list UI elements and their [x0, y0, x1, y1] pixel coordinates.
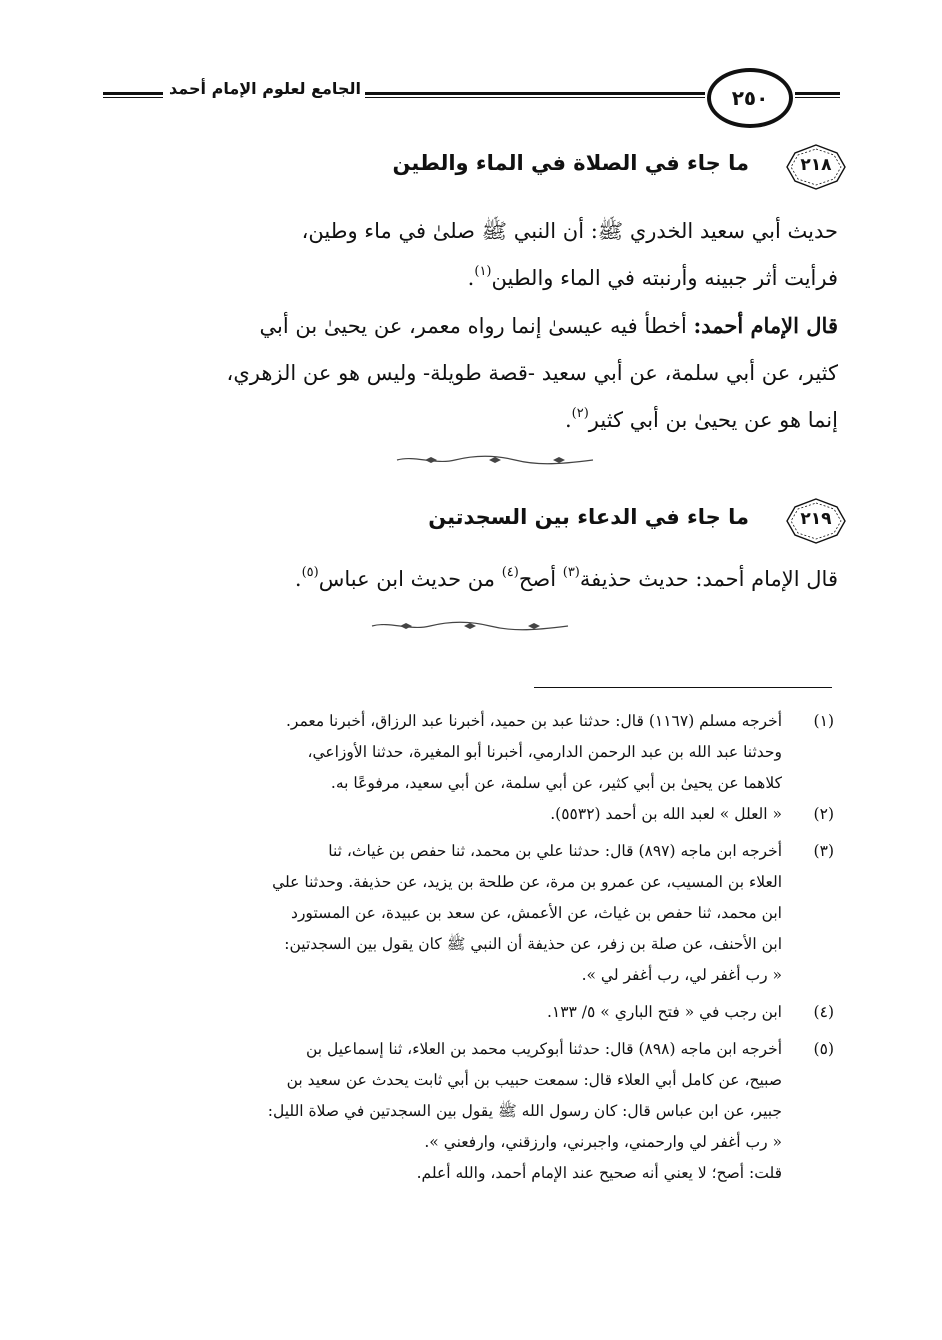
section-body-219 [108, 556, 838, 603]
footnote-1 [99, 706, 834, 799]
footnote-marker: (٣) [813, 842, 834, 860]
footnote-line: وحدثنا عبد الله بن عبد الرحمن الدارمي، أخبرنا أبو المغيرة، حدثنا الأوزاعي، [307, 743, 782, 761]
footnote-line: « رب أغفر لي وارحمني، واجبرني، وارزقني، وارفعني ». [424, 1133, 782, 1151]
page-number: ٢٥٠ [731, 86, 769, 110]
footnote-line: أخرجه ابن ماجه (٨٩٧) قال: حدثنا علي بن محمد، ثنا حفص بن غياث، ثنا [328, 842, 782, 860]
section-number: ٢١٩ [800, 509, 832, 529]
body-text: قال الإمام أحمد: حديث حذيفة [579, 567, 838, 591]
divider-ornament-icon [395, 454, 595, 466]
footnote-ref[interactable]: (٢) [571, 406, 589, 421]
footnote-3 [99, 836, 834, 991]
footnote-line: جبير، عن ابن عباس قال: كان رسول الله ﷺ يقول بين السجدتين في صلاة الليل: [267, 1102, 782, 1120]
footnote-line: « رب أغفر لي، رب أغفر لي ». [581, 966, 782, 984]
body-line: كثير، عن أبي سلمة، عن أبي سعيد -قصة طويلة- وليس هو عن الزهري، [226, 361, 838, 385]
footnote-ref[interactable]: (٥) [301, 565, 319, 580]
footnote-ref[interactable]: (٣) [562, 565, 580, 580]
footnote-line: العلاء بن المسيب، عن عمرو بن مرة، عن طلحة بن يزيد، عن حذيفة. وحدثنا علي [272, 873, 782, 891]
footnote-line: قلت: أصح؛ لا يعني أنه صحيح عند الإمام أحمد، والله أعلم. [416, 1164, 782, 1182]
section-number: ٢١٨ [800, 155, 832, 175]
body-text: أخطأ فيه عيسىٰ إنما رواه معمر، عن يحيىٰ بن أبي [259, 314, 694, 338]
section-title: ما جاء في الصلاة في الماء والطين [392, 151, 749, 175]
footnote-marker: (٢) [813, 805, 834, 823]
footnote-line: صبيح، عن كامل أبي العلاء قال: سمعت حبيب بن أبي ثابت يحدث عن سعيد بن [286, 1071, 782, 1089]
footnote-marker: (٤) [813, 1003, 834, 1021]
section-number-badge [785, 497, 847, 545]
section-number-badge [785, 143, 847, 191]
footnote-ref[interactable]: (١) [474, 264, 492, 279]
body-text: إنما هو عن يحيىٰ بن أبي كثير [588, 408, 838, 432]
footnotes [99, 706, 834, 1189]
body-line: إنما هو عن يحيىٰ بن أبي كثير$^{(٢)}$. [564, 406, 838, 432]
footnote-line: ابن محمد، ثنا حفص بن غياث، عن الأعمش، عن سعد بن عبيدة، عن المستورد [291, 904, 782, 922]
section-heading-218 [247, 143, 847, 193]
footnote-line: ابن رجب في « فتح الباري » ٥/ ١٣٣. [546, 1003, 782, 1021]
footnote-2 [99, 799, 834, 830]
body-text: فرأيت أثر جبينه وأرنبته في الماء والطين [491, 266, 838, 290]
header-rule-middle [365, 92, 705, 98]
footnote-line: « العلل » لعبد الله بن أحمد (٥٥٣٢). [550, 805, 782, 823]
speaker-label: قال الإمام أحمد: [693, 313, 838, 338]
header-rule-left [103, 92, 163, 98]
body-text: أصح [518, 567, 563, 591]
footnote-line: ابن الأحنف، عن صلة بن زفر، عن حذيفة أن النبي ﷺ كان يقول بين السجدتين: [284, 935, 782, 953]
section-title: ما جاء في الدعاء بين السجدتين [428, 505, 749, 529]
body-line [108, 302, 838, 350]
body-line: فرأيت أثر جبينه وأرنبته في الماء والطين$^{(١)}$. [467, 264, 838, 290]
section-heading-219 [247, 497, 847, 547]
page-header [95, 62, 840, 132]
footnote-marker: (١) [813, 712, 834, 730]
footnote-line: أخرجه ابن ماجه (٨٩٨) قال: حدثنا أبوكريب محمد بن العلاء، ثنا إسماعيل بن [305, 1040, 782, 1058]
footnote-separator [534, 687, 832, 688]
body-text: من حديث ابن عباس [318, 567, 502, 591]
divider-ornament-icon [370, 620, 570, 632]
footnote-5 [99, 1034, 834, 1189]
page-number-frame [707, 68, 793, 128]
running-title: الجامع لعلوم الإمام أحمد [169, 79, 361, 98]
footnote-line: كلاهما عن يحيىٰ بن أبي كثير، عن أبي سلمة، عن أبي سعيد، مرفوعًا به. [330, 774, 782, 792]
body-line: قال الإمام أحمد: حديث حذيفة$^{(٣)}$ أصح$^{(٤)}$ من حديث ابن عباس$^{(٥)}$. [294, 565, 838, 591]
section-body-218 [108, 208, 838, 444]
header-rule-right [795, 92, 840, 98]
footnote-4 [99, 997, 834, 1028]
body-line: حديث أبي سعيد الخدري ﷺ: أن النبي ﷺ صلىٰ في ماء وطين، [301, 219, 838, 243]
footnote-ref[interactable]: (٤) [501, 565, 519, 580]
footnote-marker: (٥) [813, 1040, 834, 1058]
footnote-line: أخرجه مسلم (١١٦٧) قال: حدثنا عبد بن حميد، أخبرنا عبد الرزاق، أخبرنا معمر. [285, 712, 782, 730]
